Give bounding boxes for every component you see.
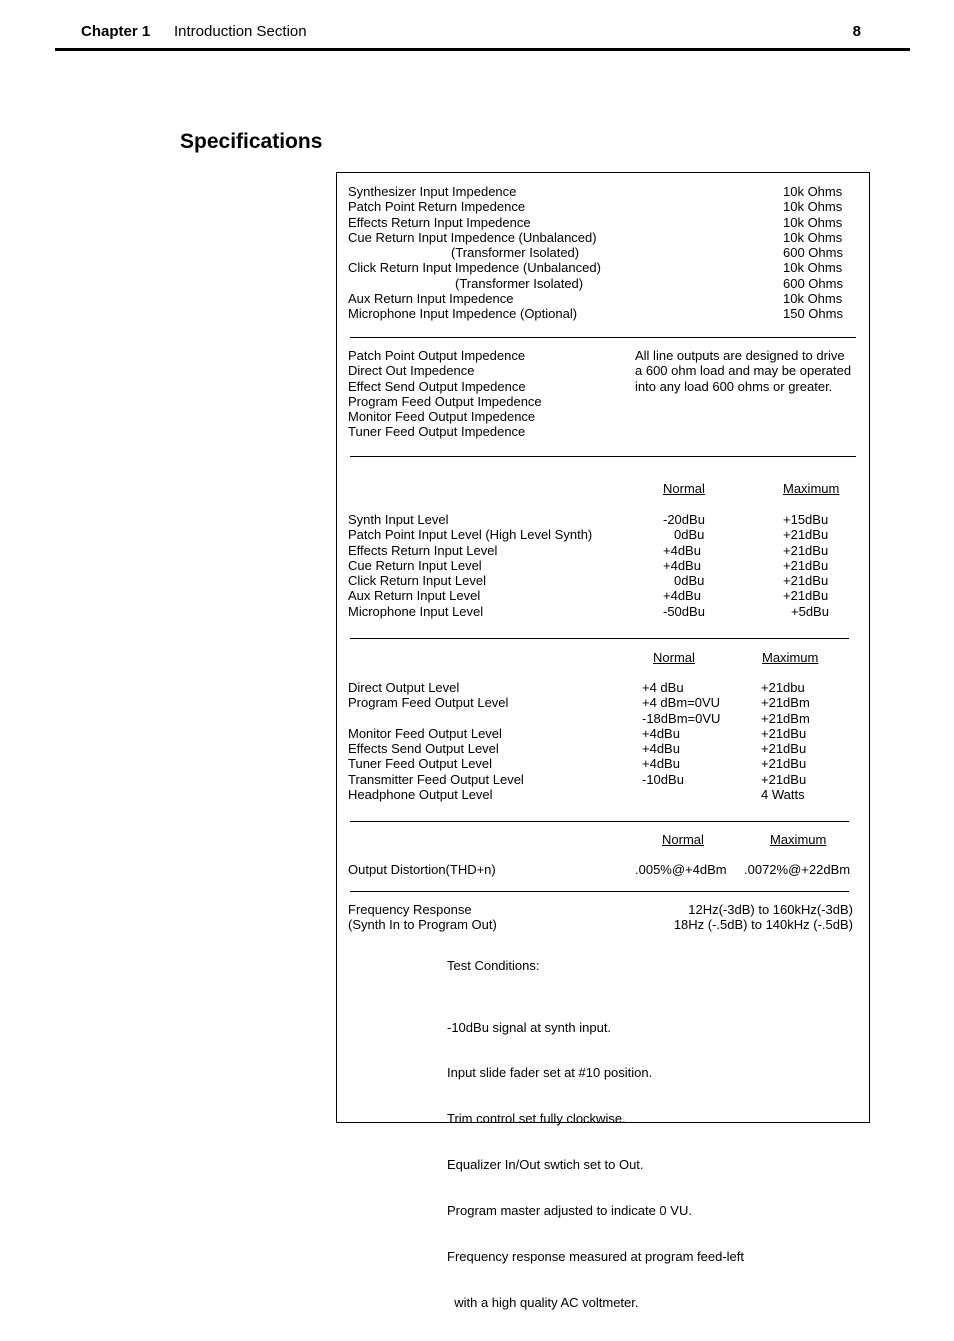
output-impedance-labels bbox=[348, 348, 542, 440]
spec-label: Effects Return Input Level bbox=[348, 542, 498, 558]
spec-label: Microphone Input Impedence (Optional) bbox=[348, 306, 578, 322]
spec-value: +21dBu bbox=[761, 756, 807, 772]
section-divider bbox=[350, 456, 856, 457]
spec-value: 600 Ohms bbox=[783, 275, 843, 291]
spec-label: Patch Point Return Impedence bbox=[348, 199, 526, 215]
spec-label bbox=[348, 711, 524, 726]
input-level-normal-values bbox=[663, 512, 705, 619]
spec-value: +21dBm bbox=[761, 710, 810, 726]
test-condition-line: Equalizer In/Out swtich set to Out. bbox=[447, 1157, 644, 1173]
spec-label: Tuner Feed Output Impedence bbox=[348, 424, 526, 440]
spec-label: Program Feed Output Impedence bbox=[348, 393, 542, 409]
section-divider bbox=[350, 891, 849, 892]
page-number: 8 bbox=[852, 23, 861, 40]
maximum-column-header: Maximum bbox=[762, 650, 819, 665]
spec-label: Synthesizer Input Impedence bbox=[348, 184, 517, 199]
spec-value: 10k Ohms bbox=[783, 199, 843, 215]
page-title: Specifications bbox=[180, 130, 323, 153]
spec-label: Monitor Feed Output Impedence bbox=[348, 409, 536, 425]
spec-label: Microphone Input Level bbox=[348, 603, 484, 619]
spec-label: Monitor Feed Output Level bbox=[348, 725, 502, 741]
spec-value: +4dBu bbox=[663, 557, 701, 573]
spec-label: Cue Return Input Level bbox=[348, 557, 482, 573]
output-level-labels bbox=[348, 680, 524, 802]
frequency-values bbox=[674, 902, 853, 933]
spec-value: +4dBu bbox=[663, 542, 701, 558]
spec-value: 10k Ohms bbox=[783, 260, 843, 276]
spec-label: Direct Output Level bbox=[348, 680, 460, 695]
spec-value: +21dbu bbox=[761, 680, 805, 695]
spec-value: 600 Ohms bbox=[783, 245, 843, 261]
spec-label: Patch Point Output Impedence bbox=[348, 348, 526, 363]
spec-value: 10k Ohms bbox=[783, 214, 843, 230]
section-divider bbox=[350, 337, 856, 338]
spec-label: (Transformer Isolated) bbox=[455, 275, 584, 291]
spec-value bbox=[642, 787, 720, 802]
spec-value: +21dBu bbox=[761, 771, 807, 787]
test-condition-line: Frequency response measured at program feed-left bbox=[447, 1249, 744, 1265]
spec-value: +21dBu bbox=[761, 741, 807, 757]
test-condition-line: Input slide fader set at #10 position. bbox=[447, 1065, 653, 1081]
spec-label: Effect Send Output Impedence bbox=[348, 378, 526, 394]
header-rule bbox=[55, 48, 910, 51]
note-line: into any load 600 ohms or greater. bbox=[635, 378, 833, 394]
output-level-normal-values bbox=[642, 680, 720, 802]
spec-value: +4dBu bbox=[642, 756, 680, 772]
spec-value: 4 Watts bbox=[761, 787, 805, 803]
spec-value: 18Hz (-.5dB) to 140kHz (-.5dB) bbox=[673, 917, 853, 933]
spec-value: +4 dBu bbox=[642, 680, 684, 695]
spec-value: 10k Ohms bbox=[783, 184, 843, 199]
spec-value: 150 Ohms bbox=[783, 306, 843, 322]
test-condition-line: -10dBu signal at synth input. bbox=[447, 1019, 612, 1035]
test-conditions-list bbox=[447, 989, 744, 1341]
spec-value: +5dBu bbox=[791, 603, 829, 619]
spec-label: Program Feed Output Level bbox=[348, 695, 509, 711]
spec-value: +4 dBm=0VU bbox=[642, 695, 721, 711]
spec-label: Transmitter Feed Output Level bbox=[348, 771, 524, 787]
spec-value: +21dBu bbox=[783, 542, 829, 558]
spec-value: +21dBm bbox=[761, 695, 810, 711]
spec-value: +4dBu bbox=[642, 741, 680, 757]
distortion-normal-value: .005%@+4dBm bbox=[635, 862, 727, 877]
spec-label: Headphone Output Level bbox=[348, 787, 493, 803]
frequency-labels bbox=[348, 902, 497, 933]
spec-value: -10dBu bbox=[642, 771, 684, 787]
maximum-column-header: Maximum bbox=[783, 481, 840, 496]
specifications-box bbox=[336, 172, 870, 1310]
spec-label: (Transformer Isolated) bbox=[451, 245, 580, 261]
spec-value: +4dBu bbox=[663, 588, 701, 604]
spec-value: +21dBu bbox=[783, 588, 829, 604]
spec-value: 0dBu bbox=[674, 573, 705, 589]
spec-label: Click Return Input Impedence (Unbalanced) bbox=[348, 260, 601, 276]
spec-value: 12Hz(-3dB) to 160kHz(-3dB) bbox=[688, 902, 853, 917]
test-condition-line: Program master adjusted to indicate 0 VU. bbox=[447, 1203, 692, 1219]
note-line: All line outputs are designed to drive bbox=[635, 348, 845, 363]
note-line: a 600 ohm load and may be operated bbox=[635, 363, 852, 379]
section-label: Introduction Section bbox=[174, 23, 307, 40]
input-level-max-values bbox=[783, 512, 829, 619]
normal-column-header: Normal bbox=[663, 481, 705, 496]
spec-label: Effects Return Input Impedence bbox=[348, 214, 531, 230]
spec-label: Patch Point Input Level (High Level Synth) bbox=[348, 527, 593, 543]
spec-value: +4dBu bbox=[642, 725, 680, 741]
section-divider bbox=[350, 638, 849, 639]
chapter-label: Chapter 1 bbox=[81, 23, 151, 40]
input-impedance-values bbox=[783, 184, 843, 322]
normal-column-header: Normal bbox=[653, 650, 695, 665]
page-header bbox=[81, 23, 861, 40]
spec-label: Tuner Feed Output Level bbox=[348, 756, 493, 772]
spec-label: Synth Input Level bbox=[348, 512, 449, 527]
normal-column-header: Normal bbox=[662, 832, 704, 847]
spec-label: Direct Out Impedence bbox=[348, 363, 475, 379]
output-level-max-values bbox=[761, 680, 810, 802]
test-condition-line: Trim control set fully clockwise. bbox=[447, 1111, 626, 1127]
spec-value: -18dBm=0VU bbox=[642, 710, 721, 726]
spec-value: +21dBu bbox=[761, 725, 807, 741]
spec-value: -20dBu bbox=[663, 512, 705, 527]
distortion-max-value: .0072%@+22dBm bbox=[744, 862, 851, 877]
section-divider bbox=[350, 821, 849, 822]
spec-value: -50dBu bbox=[663, 603, 705, 619]
spec-label: Aux Return Input Impedence bbox=[348, 291, 514, 307]
spec-value: 10k Ohms bbox=[783, 291, 843, 307]
spec-value: +21dBu bbox=[783, 557, 829, 573]
spec-value: 0dBu bbox=[674, 527, 705, 543]
input-level-labels bbox=[348, 512, 592, 619]
spec-value: +21dBu bbox=[783, 573, 829, 589]
test-condition-line: with a high quality AC voltmeter. bbox=[447, 1294, 639, 1310]
spec-label: Effects Send Output Level bbox=[348, 741, 499, 757]
distortion-label: Output Distortion(THD+n) bbox=[348, 862, 496, 877]
spec-label: Frequency Response bbox=[348, 902, 472, 917]
spec-label: Cue Return Input Impedence (Unbalanced) bbox=[348, 229, 597, 245]
input-impedance-labels bbox=[348, 184, 601, 322]
spec-label: Aux Return Input Level bbox=[348, 588, 481, 604]
spec-value: +21dBu bbox=[783, 527, 829, 543]
spec-value: +15dBu bbox=[783, 512, 829, 527]
maximum-column-header: Maximum bbox=[770, 832, 827, 847]
spec-value: 10k Ohms bbox=[783, 229, 843, 245]
test-conditions-title: Test Conditions: bbox=[447, 958, 540, 973]
output-impedance-note bbox=[635, 348, 851, 394]
spec-label: Click Return Input Level bbox=[348, 573, 487, 589]
spec-label: (Synth In to Program Out) bbox=[348, 917, 497, 933]
